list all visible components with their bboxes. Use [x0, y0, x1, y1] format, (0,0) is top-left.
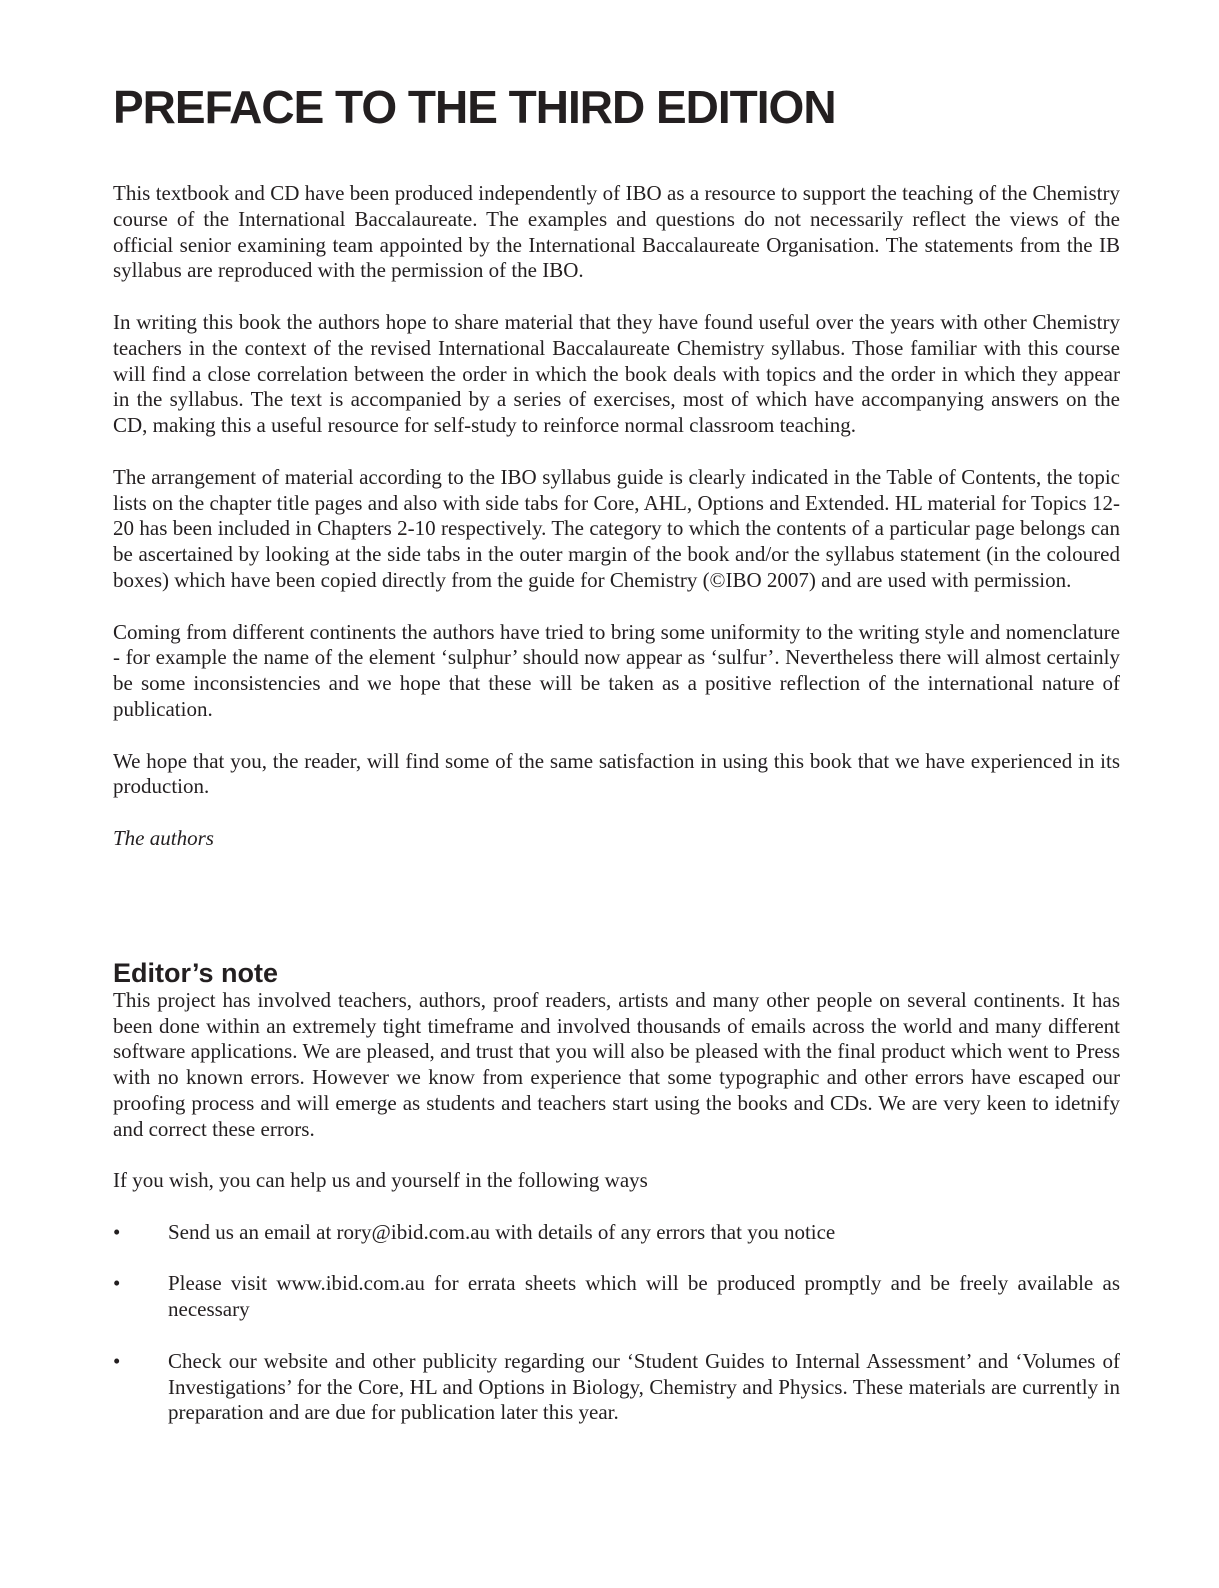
preface-paragraph-2: In writing this book the authors hope to share material that they have found useful over the years with other Chemistry teachers in the context of the revised International Baccalaureate Chemistry syllabus. Those familiar with this course will find a close correlation between the order in which the book deals with topics and the order in which they appear in the syllabus. The text is accompanied by a series of exercises, most of which have accompanying answers on the CD, making this a useful resource for self-study to reinforce normal classroom teaching.: [113, 309, 1120, 438]
preface-paragraph-3: The arrangement of material according to the IBO syllabus guide is clearly indicated in the Table of Contents, the topic lists on the chapter title pages and also with side tabs for Core, AHL, Options and Extended. HL material for Topics 12-20 has been included in Chapters 2-10 respectively. The category to which the contents of a particular page belongs can be ascertained by looking at the side tabs in the outer margin of the book and/or the syllabus statement (in the coloured boxes) which have been copied directly from the guide for Chemistry (©IBO 2007) and are used with permission.: [113, 464, 1120, 592]
editors-note-paragraph: This project has involved teachers, authors, proof readers, artists and many other people on several continents. It has been done within an extremely tight timeframe and involved thousands of emails across the world and many different software applications. We are pleased, and trust that you will also be pleased with the final product which went to Press with no known errors. However we know from experience that some typographic and other errors have escaped our proofing process and will emerge as students and teachers start using the books and CDs. We are very keen to idetnify and correct these errors.: [113, 987, 1120, 1141]
list-item: [113, 1220, 1120, 1246]
bullet-icon: •: [113, 1348, 121, 1373]
help-ways-list: [113, 1220, 1120, 1426]
preface-paragraph-5: We hope that you, the reader, will find some of the same satisfaction in using this book that we have experienced in its production.: [113, 748, 1120, 799]
list-item-text: Check our website and other publicity regarding our ‘Student Guides to Internal Assessment’ and ‘Volumes of Investigations’ for the Core, HL and Options in Biology, Chemistry and Physics. These materials are currently in preparation and are due for publication later this year.: [168, 1348, 1120, 1425]
preface-paragraph-4: Coming from different continents the authors have tried to bring some uniformity to the writing style and nomenclature - for example the name of the element ‘sulphur’ should now appear as ‘sulfur’. Nevertheless there will almost certainly be some inconsistencies and we hope that these will be taken as a positive reflection of the international nature of publication.: [113, 619, 1120, 721]
bullet-icon: •: [113, 1219, 121, 1244]
list-item: [113, 1271, 1120, 1323]
document-page: [113, 80, 1120, 1426]
page-title: PREFACE TO THE THIRD EDITION: [113, 81, 836, 133]
preface-paragraph-1: This textbook and CD have been produced independently of IBO as a resource to support the teaching of the Chemistry course of the International Baccalaureate. The examples and questions do not necessarily reflect the views of the official senior examining team appointed by the International Baccalaureate Organisation. The statements from the IB syllabus are reproduced with the permission of the IBO.: [113, 181, 1120, 283]
preface-signature: The authors: [113, 825, 214, 850]
list-item: [113, 1349, 1120, 1426]
list-item-text: Please visit www.ibid.com.au for errata sheets which will be produced promptly and be freely available as necessary: [168, 1271, 1120, 1322]
editors-note-intro: If you wish, you can help us and yourself in the following ways: [113, 1168, 648, 1193]
bullet-icon: •: [113, 1271, 121, 1296]
editors-note-heading: Editor’s note: [113, 957, 279, 988]
list-item-text: Send us an email at rory@ibid.com.au with details of any errors that you notice: [168, 1219, 836, 1244]
